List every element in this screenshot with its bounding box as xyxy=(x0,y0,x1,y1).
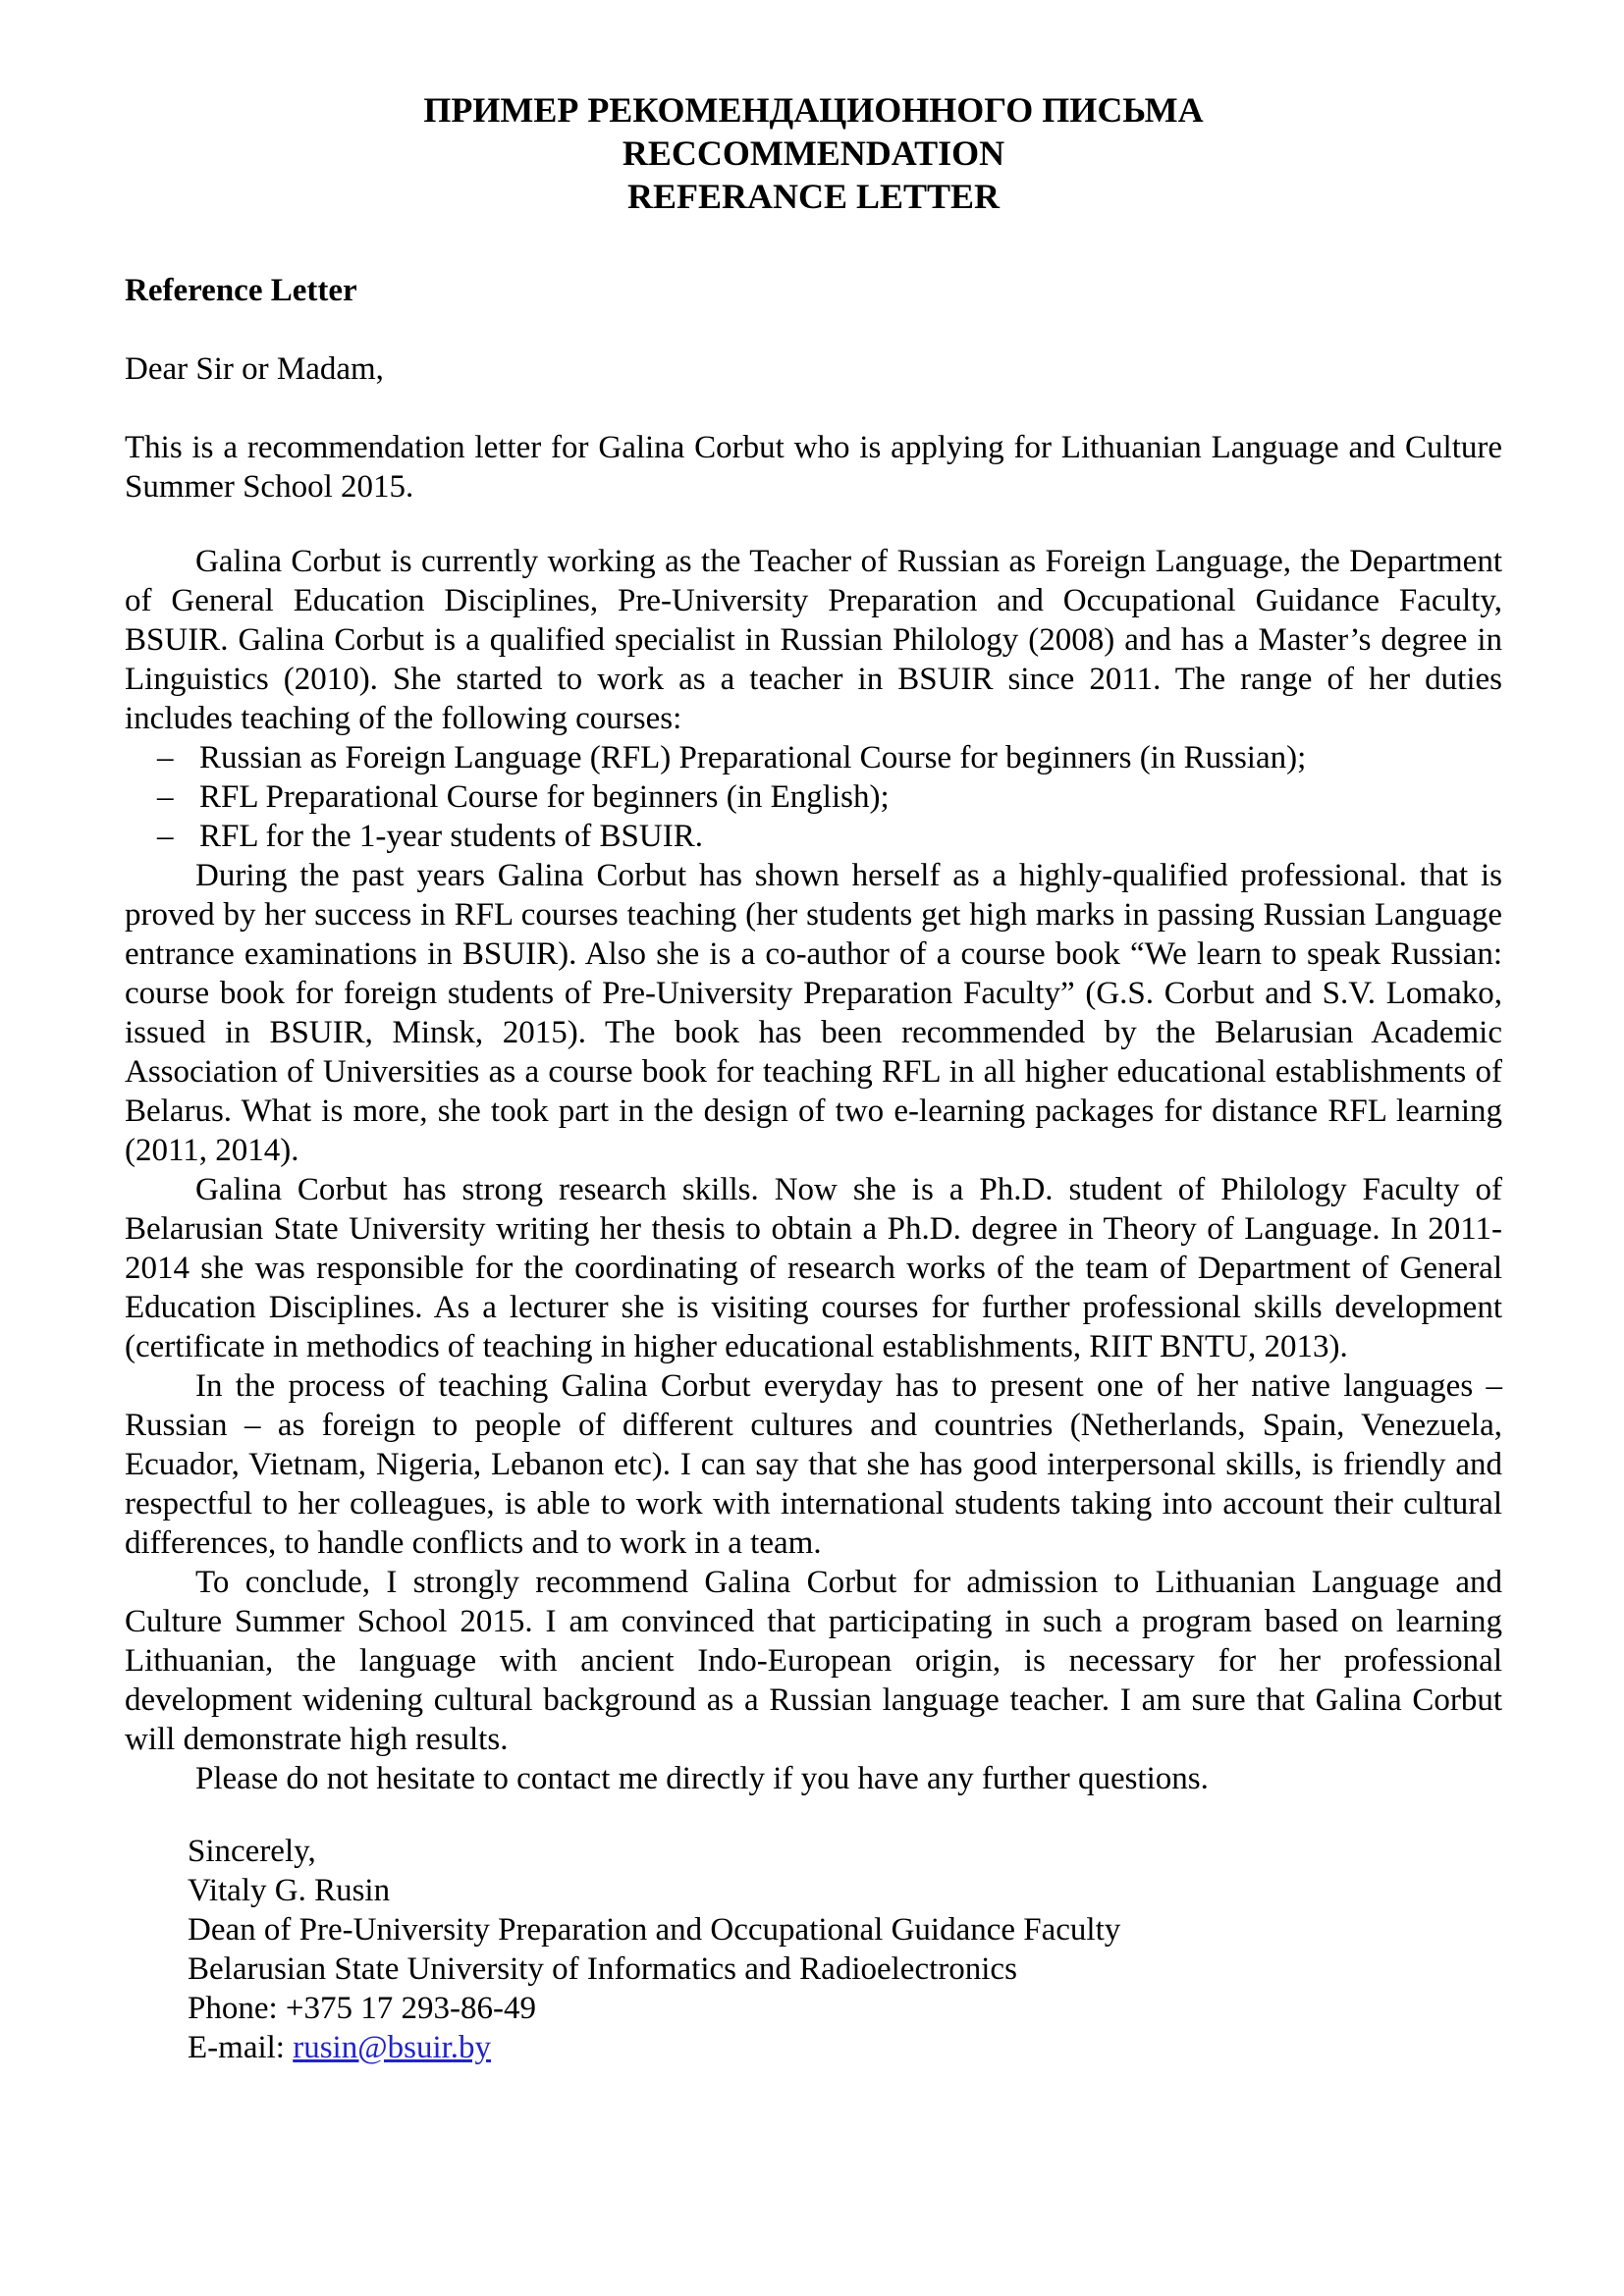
document-header xyxy=(125,88,1502,218)
header-line-recommendation: RECCOMMENDATION xyxy=(622,133,1005,173)
salutation: Dear Sir or Madam, xyxy=(125,351,384,387)
signature-name: Vitaly G. Rusin xyxy=(188,1873,391,1908)
header-line-reference: REFERANCE LETTER xyxy=(626,177,1001,216)
signature-phone: Phone: +375 17 293-86-49 xyxy=(188,1991,537,2026)
signature-organization: Belarusian State University of Informatics and Radioelectronics xyxy=(188,1951,1017,1987)
email-label: E-mail: xyxy=(188,2030,285,2065)
letter-title: Reference Letter xyxy=(125,273,357,308)
list-item xyxy=(125,817,1502,856)
bullet-dash-icon: – xyxy=(157,819,174,854)
intro-paragraph: This is a recommendation letter for Galina Corbut who is applying for Lithuanian Language and Culture Summer School 2015. xyxy=(125,430,1502,505)
signature-block xyxy=(188,1832,1502,2067)
course-item-text: RFL for the 1-year students of BSUIR. xyxy=(199,819,703,854)
paragraph-languages: In the process of teaching Galina Corbut everyday has to present one of her native languages – Russian – as foreign to people of different cultures and countries (Netherlands, Spain, Venezuela, Ecuador, Vietnam, Nigeria, Lebanon etc). I can say that she has good interpersonal skills, is friendly and respectful to her colleagues, is able to work with international students taking into account their cultural differences, to handle conflicts and to work in a team. xyxy=(125,1368,1502,1561)
header-line-russian: ПРИМЕР РЕКОМЕНДАЦИОННОГО ПИСЬМА xyxy=(423,90,1204,130)
bullet-dash-icon: – xyxy=(157,779,174,815)
signature-email-line xyxy=(188,2028,1502,2067)
paragraph-contact: Please do not hesitate to contact me directly if you have any further questions. xyxy=(195,1761,1209,1796)
paragraph-professional: During the past years Galina Corbut has shown herself as a highly-qualified professional. that is proved by her success in RFL courses teaching (her students get high marks in passing Russian Language entrance examinations in BSUIR). Also she is a co-author of a course book “We learn to speak Russian: course book for foreign students of Pre-University Preparation Faculty” (G.S. Corbut and S.V. Lomako, issued in BSUIR, Minsk, 2015). The book has been recommended by the Belarusian Academic Association of Universities as a course book for teaching RFL in all higher educational establishments of Belarus. What is more, she took part in the design of two e-learning packages for distance RFL learning (2011, 2014). xyxy=(125,858,1502,1168)
bullet-dash-icon: – xyxy=(157,740,174,775)
paragraph-research: Galina Corbut has strong research skills. Now she is a Ph.D. student of Philology Faculty of Belarusian State University writing her thesis to obtain a Ph.D. degree in Theory of Language. In 2011-2014 she was responsible for the coordinating of research works of the team of Department of General Education Disciplines. As a lecturer she is visiting courses for further professional skills development (certificate in methodics of teaching in higher educational establishments, RIIT BNTU, 2013). xyxy=(125,1172,1502,1364)
list-item xyxy=(125,738,1502,777)
course-list xyxy=(125,738,1502,856)
paragraph-current-work: Galina Corbut is currently working as the Teacher of Russian as Foreign Language, the Department of General Education Disciplines, Pre-University Preparation and Occupational Guidance Faculty, BSUIR. Galina Corbut is a qualified specialist in Russian Philology (2008) and has a Master’s degree in Linguistics (2010). She started to work as a teacher in BSUIR since 2011. The range of her duties includes teaching of the following courses: xyxy=(125,544,1502,736)
course-item-text: RFL Preparational Course for beginners (in English); xyxy=(199,779,890,815)
signature-position: Dean of Pre-University Preparation and Occupational Guidance Faculty xyxy=(188,1912,1121,1948)
paragraph-conclusion: To conclude, I strongly recommend Galina Corbut for admission to Lithuanian Language and Culture Summer School 2015. I am convinced that participating in such a program based on learning Lithuanian, the language with ancient Indo-European origin, is necessary for her professional development widening cultural background as a Russian language teacher. I am sure that Galina Corbut will demonstrate high results. xyxy=(125,1565,1502,1757)
signature-closing: Sincerely, xyxy=(188,1834,316,1869)
list-item xyxy=(125,777,1502,817)
course-item-text: Russian as Foreign Language (RFL) Preparational Course for beginners (in Russian); xyxy=(199,740,1307,775)
email-link[interactable]: rusin@bsuir.by xyxy=(293,2030,492,2065)
